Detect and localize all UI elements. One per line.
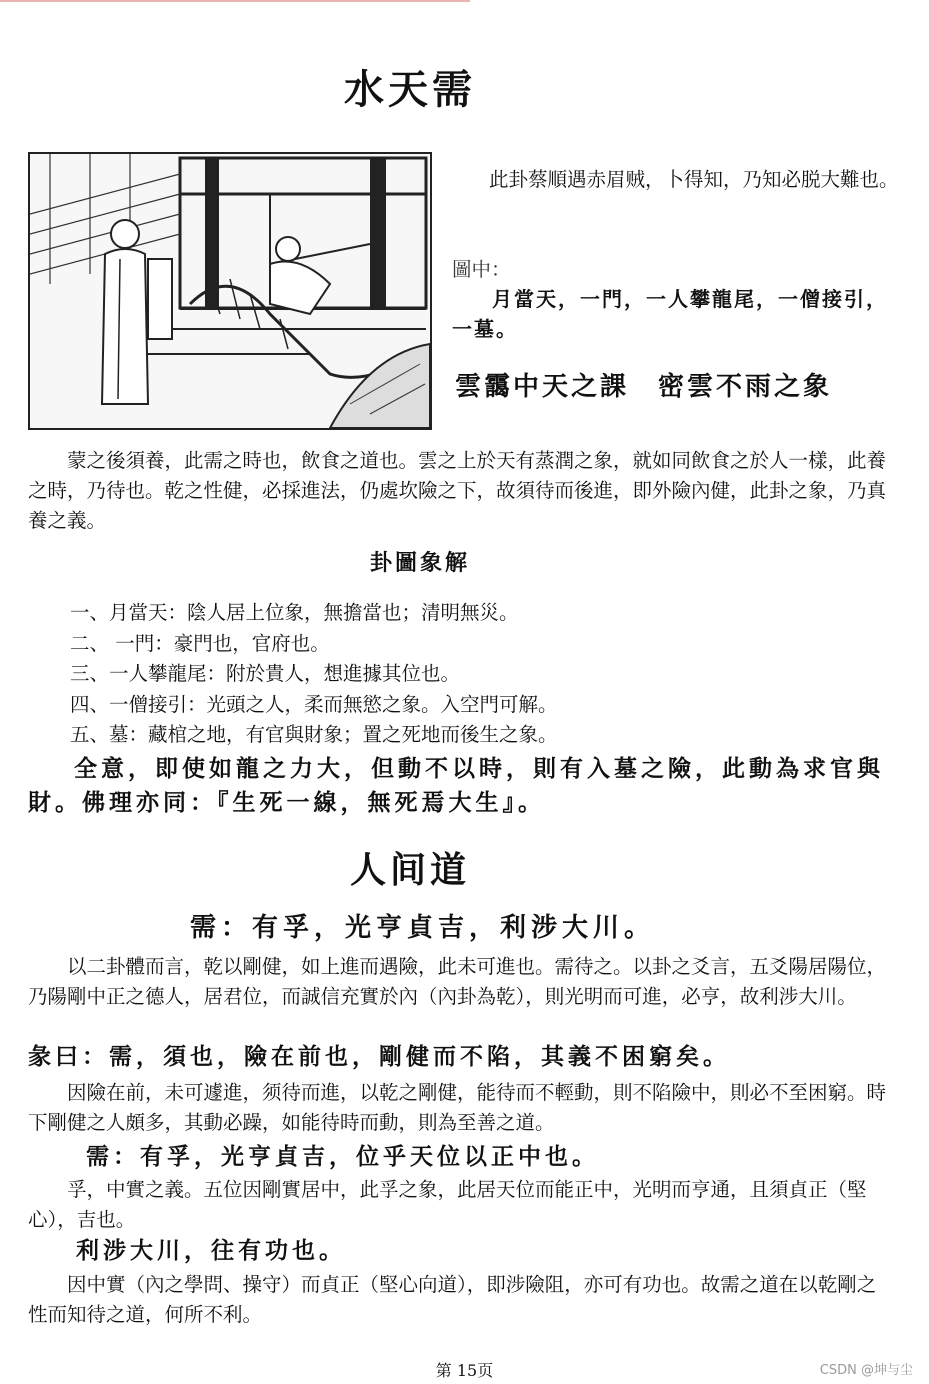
list-item: 五、墓：藏棺之地，有官與財象；置之死地而後生之象。 [70, 723, 558, 746]
section-heading-human-way: 人间道 [349, 849, 470, 891]
woodblock-illustration-icon [30, 154, 430, 428]
top-divider [0, 0, 470, 2]
paragraph-5: 因中實（內之學問、操守）而貞正（堅心向道），即涉險阻，亦可有功也。故需之道在以乾剛之性而知待之道，何所不利。 [28, 1273, 877, 1326]
verse-3: 需：有孚，光亨貞吉，位乎天位以正中也。 [86, 1143, 599, 1170]
list-item: 一、月當天：陰人居上位象，無擔當也；清明無災。 [70, 601, 519, 624]
diagram-list [28, 598, 894, 751]
verse-2: 彖曰：需，須也，險在前也，剛健而不陷，其義不困窮矣。 [28, 1043, 730, 1070]
list-item: 二、 一門：豪門也，官府也。 [70, 631, 330, 655]
list-item: 四、一僧接引：光頭之人，柔而無慾之象。入空門可解。 [70, 692, 558, 716]
verse-1: 需：有孚，光亨貞吉，利涉大川。 [190, 913, 656, 943]
page-number: 第 15页 [435, 1361, 494, 1380]
watermark: CSDN @坤与尘 [819, 1363, 913, 1378]
list-item: 三、一人攀龍尾：附於貴人，想進據其位也。 [70, 662, 461, 685]
page-title: 水天需 [344, 66, 476, 113]
paragraph-2: 以二卦體而言，乾以剛健，如上進而遇險，此未可進也。需待之。以卦之爻言，五爻陽居陽位，乃陽剛中正之德人，居君位，而誠信充實於內（內卦為乾），則光明而可進，必亨，故利涉大川。 [28, 955, 887, 1008]
paragraph-4: 孚，中實之義。五位因剛實居中，此孚之象，此居天位而能正中，光明而亨通，且須貞正（堅心），吉也。 [28, 1178, 867, 1231]
hexagram-verdict: 雲靄中天之課 密雲不雨之象 [455, 372, 833, 402]
paragraph-1: 蒙之後須養，此需之時也，飲食之道也。雲之上於天有蒸潤之象，就如同飲食之於人一樣，此養之時，乃待也。乾之性健，必採進法，仍處坎險之下，故須待而後進，即外險內健，此卦之象，乃真養之義。 [28, 449, 887, 532]
section-heading-diagram: 卦圖象解 [369, 550, 470, 576]
verse-4: 利涉大川，往有功也。 [76, 1237, 346, 1264]
hexagram-illustration [28, 152, 432, 430]
figure-description: 月當天，一門，一人攀龍尾，一僧接引，一墓。 [452, 287, 888, 341]
summary-text: 全意，即使如龍之力大，但動不以時，則有入墓之險，此動為求官與財。佛理亦同：『生死一線，無死焉大生』。 [28, 755, 884, 816]
figure-label: 圖中： [452, 258, 511, 281]
paragraph-3: 因險在前，未可遽進，须待而進，以乾之剛健，能待而不輕動，則不陷險中，則必不至困窮。時下剛健之人頗多，其動必躁，如能待時而動，則為至善之道。 [28, 1081, 887, 1134]
intro-text: 此卦蔡順遇赤眉贼，卜得知，乃知必脱大難也。 [489, 168, 899, 191]
